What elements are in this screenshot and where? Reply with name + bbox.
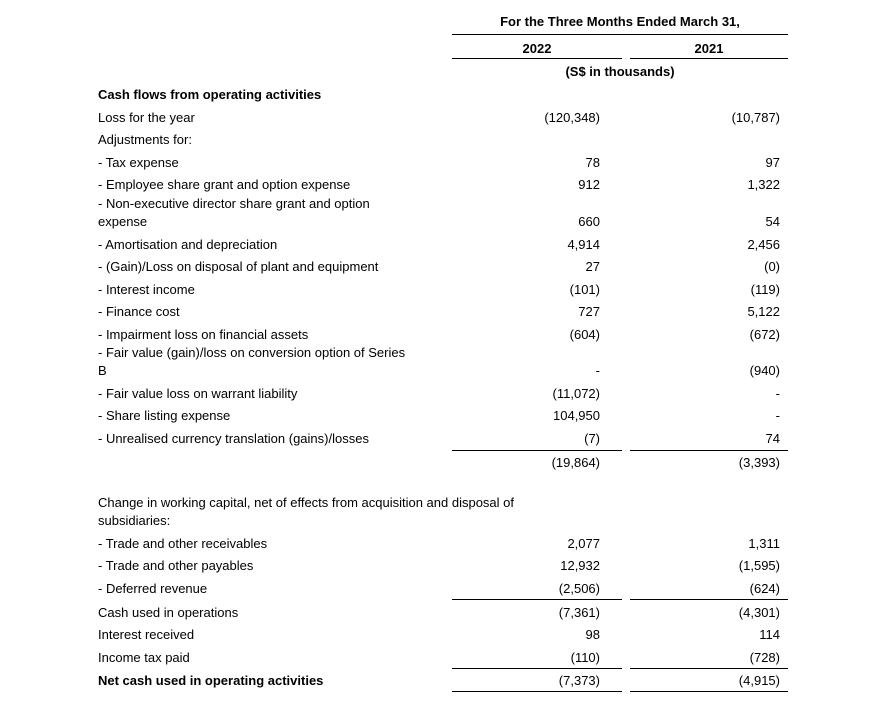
header-rule <box>452 34 788 35</box>
value-2021: 74 <box>765 431 780 446</box>
value-2021: (728) <box>749 650 780 665</box>
value-2021: 1,311 <box>748 536 780 551</box>
value-2021: (119) <box>750 282 780 297</box>
value-2021: (1,595) <box>738 558 780 573</box>
value-2022: 78 <box>585 155 600 170</box>
row-label-cont: B <box>98 363 107 378</box>
header-rule-2022 <box>452 58 622 59</box>
value-2022: 98 <box>585 627 600 642</box>
row-label-cont: subsidiaries: <box>98 513 171 528</box>
value-2021: (672) <box>749 327 780 342</box>
row-label: Cash used in operations <box>98 605 239 620</box>
value-2021: (4,301) <box>738 605 780 620</box>
value-2021: 1,322 <box>747 177 780 192</box>
header-rule-2021 <box>630 58 788 59</box>
subtotal-rule-2021 <box>630 599 788 600</box>
row-label: Loss for the year <box>98 110 195 125</box>
column-header-period: For the Three Months Ended March 31, <box>500 14 740 29</box>
value-2022: 660 <box>578 214 600 229</box>
value-2022: (7,361) <box>558 605 600 620</box>
total-2022: (7,373) <box>558 673 600 688</box>
row-label: - Non-executive director share grant and option <box>98 196 370 211</box>
row-label: - Fair value loss on warrant liability <box>98 386 298 401</box>
unit-label: (S$ in thousands) <box>565 64 675 79</box>
subtotal-rule-2021 <box>630 450 788 451</box>
value-2022: 12,932 <box>560 558 600 573</box>
row-label: - Unrealised currency translation (gains)/losses <box>98 431 369 446</box>
total-label: Net cash used in operating activities <box>98 673 324 688</box>
value-2021: 2,456 <box>747 237 780 252</box>
value-2022: - <box>595 363 600 378</box>
total-rule-2021 <box>630 691 788 692</box>
column-header-2022: 2022 <box>522 41 552 56</box>
row-label: - Interest income <box>98 282 195 297</box>
subtotal-rule-2022 <box>452 450 622 451</box>
total-2021: (4,915) <box>738 673 780 688</box>
row-label: - Trade and other receivables <box>98 536 268 551</box>
row-label: - (Gain)/Loss on disposal of plant and equipment <box>98 259 379 274</box>
value-2022: 727 <box>578 304 600 319</box>
value-2022: (110) <box>570 650 600 665</box>
subtotal-rule-2022 <box>452 668 622 669</box>
row-label: Adjustments for: <box>98 132 192 147</box>
value-2021: - <box>775 386 780 401</box>
value-2022: (101) <box>569 282 600 297</box>
row-label: Income tax paid <box>98 650 190 665</box>
value-2021: (10,787) <box>731 110 780 125</box>
value-2021: (940) <box>749 363 780 378</box>
row-label: - Impairment loss on financial assets <box>98 327 309 342</box>
value-2022: 104,950 <box>553 408 600 423</box>
subtotal-2022: (19,864) <box>551 455 600 470</box>
value-2022: 2,077 <box>567 536 600 551</box>
row-label: - Trade and other payables <box>98 558 254 573</box>
row-label: - Deferred revenue <box>98 581 208 596</box>
value-2022: 4,914 <box>567 237 600 252</box>
row-label: - Finance cost <box>98 304 180 319</box>
row-label-cont: expense <box>98 214 148 229</box>
row-label: - Amortisation and depreciation <box>98 237 278 252</box>
row-label: - Fair value (gain)/loss on conversion option of Series <box>98 345 406 360</box>
value-2021: 54 <box>765 214 780 229</box>
subtotal-2021: (3,393) <box>738 455 780 470</box>
row-label: Change in working capital, net of effects from acquisition and disposal of <box>98 495 514 510</box>
subtotal-rule-2022 <box>452 599 622 600</box>
section-title: Cash flows from operating activities <box>98 87 322 102</box>
total-rule-2022 <box>452 691 622 692</box>
value-2021: - <box>775 408 780 423</box>
row-label: - Employee share grant and option expense <box>98 177 351 192</box>
value-2021: (624) <box>749 581 780 596</box>
row-label: Interest received <box>98 627 195 642</box>
value-2022: (2,506) <box>558 581 600 596</box>
value-2022: 27 <box>585 259 600 274</box>
row-label: - Tax expense <box>98 155 179 170</box>
value-2022: (7) <box>584 431 600 446</box>
value-2022: 912 <box>578 177 600 192</box>
value-2022: (604) <box>569 327 600 342</box>
row-label: - Share listing expense <box>98 408 231 423</box>
value-2022: (120,348) <box>544 110 600 125</box>
subtotal-rule-2021 <box>630 668 788 669</box>
value-2021: 97 <box>765 155 780 170</box>
column-header-2021: 2021 <box>694 41 724 56</box>
value-2021: 5,122 <box>747 304 780 319</box>
value-2022: (11,072) <box>552 386 600 401</box>
value-2021: 114 <box>759 627 780 642</box>
value-2021: (0) <box>764 259 780 274</box>
